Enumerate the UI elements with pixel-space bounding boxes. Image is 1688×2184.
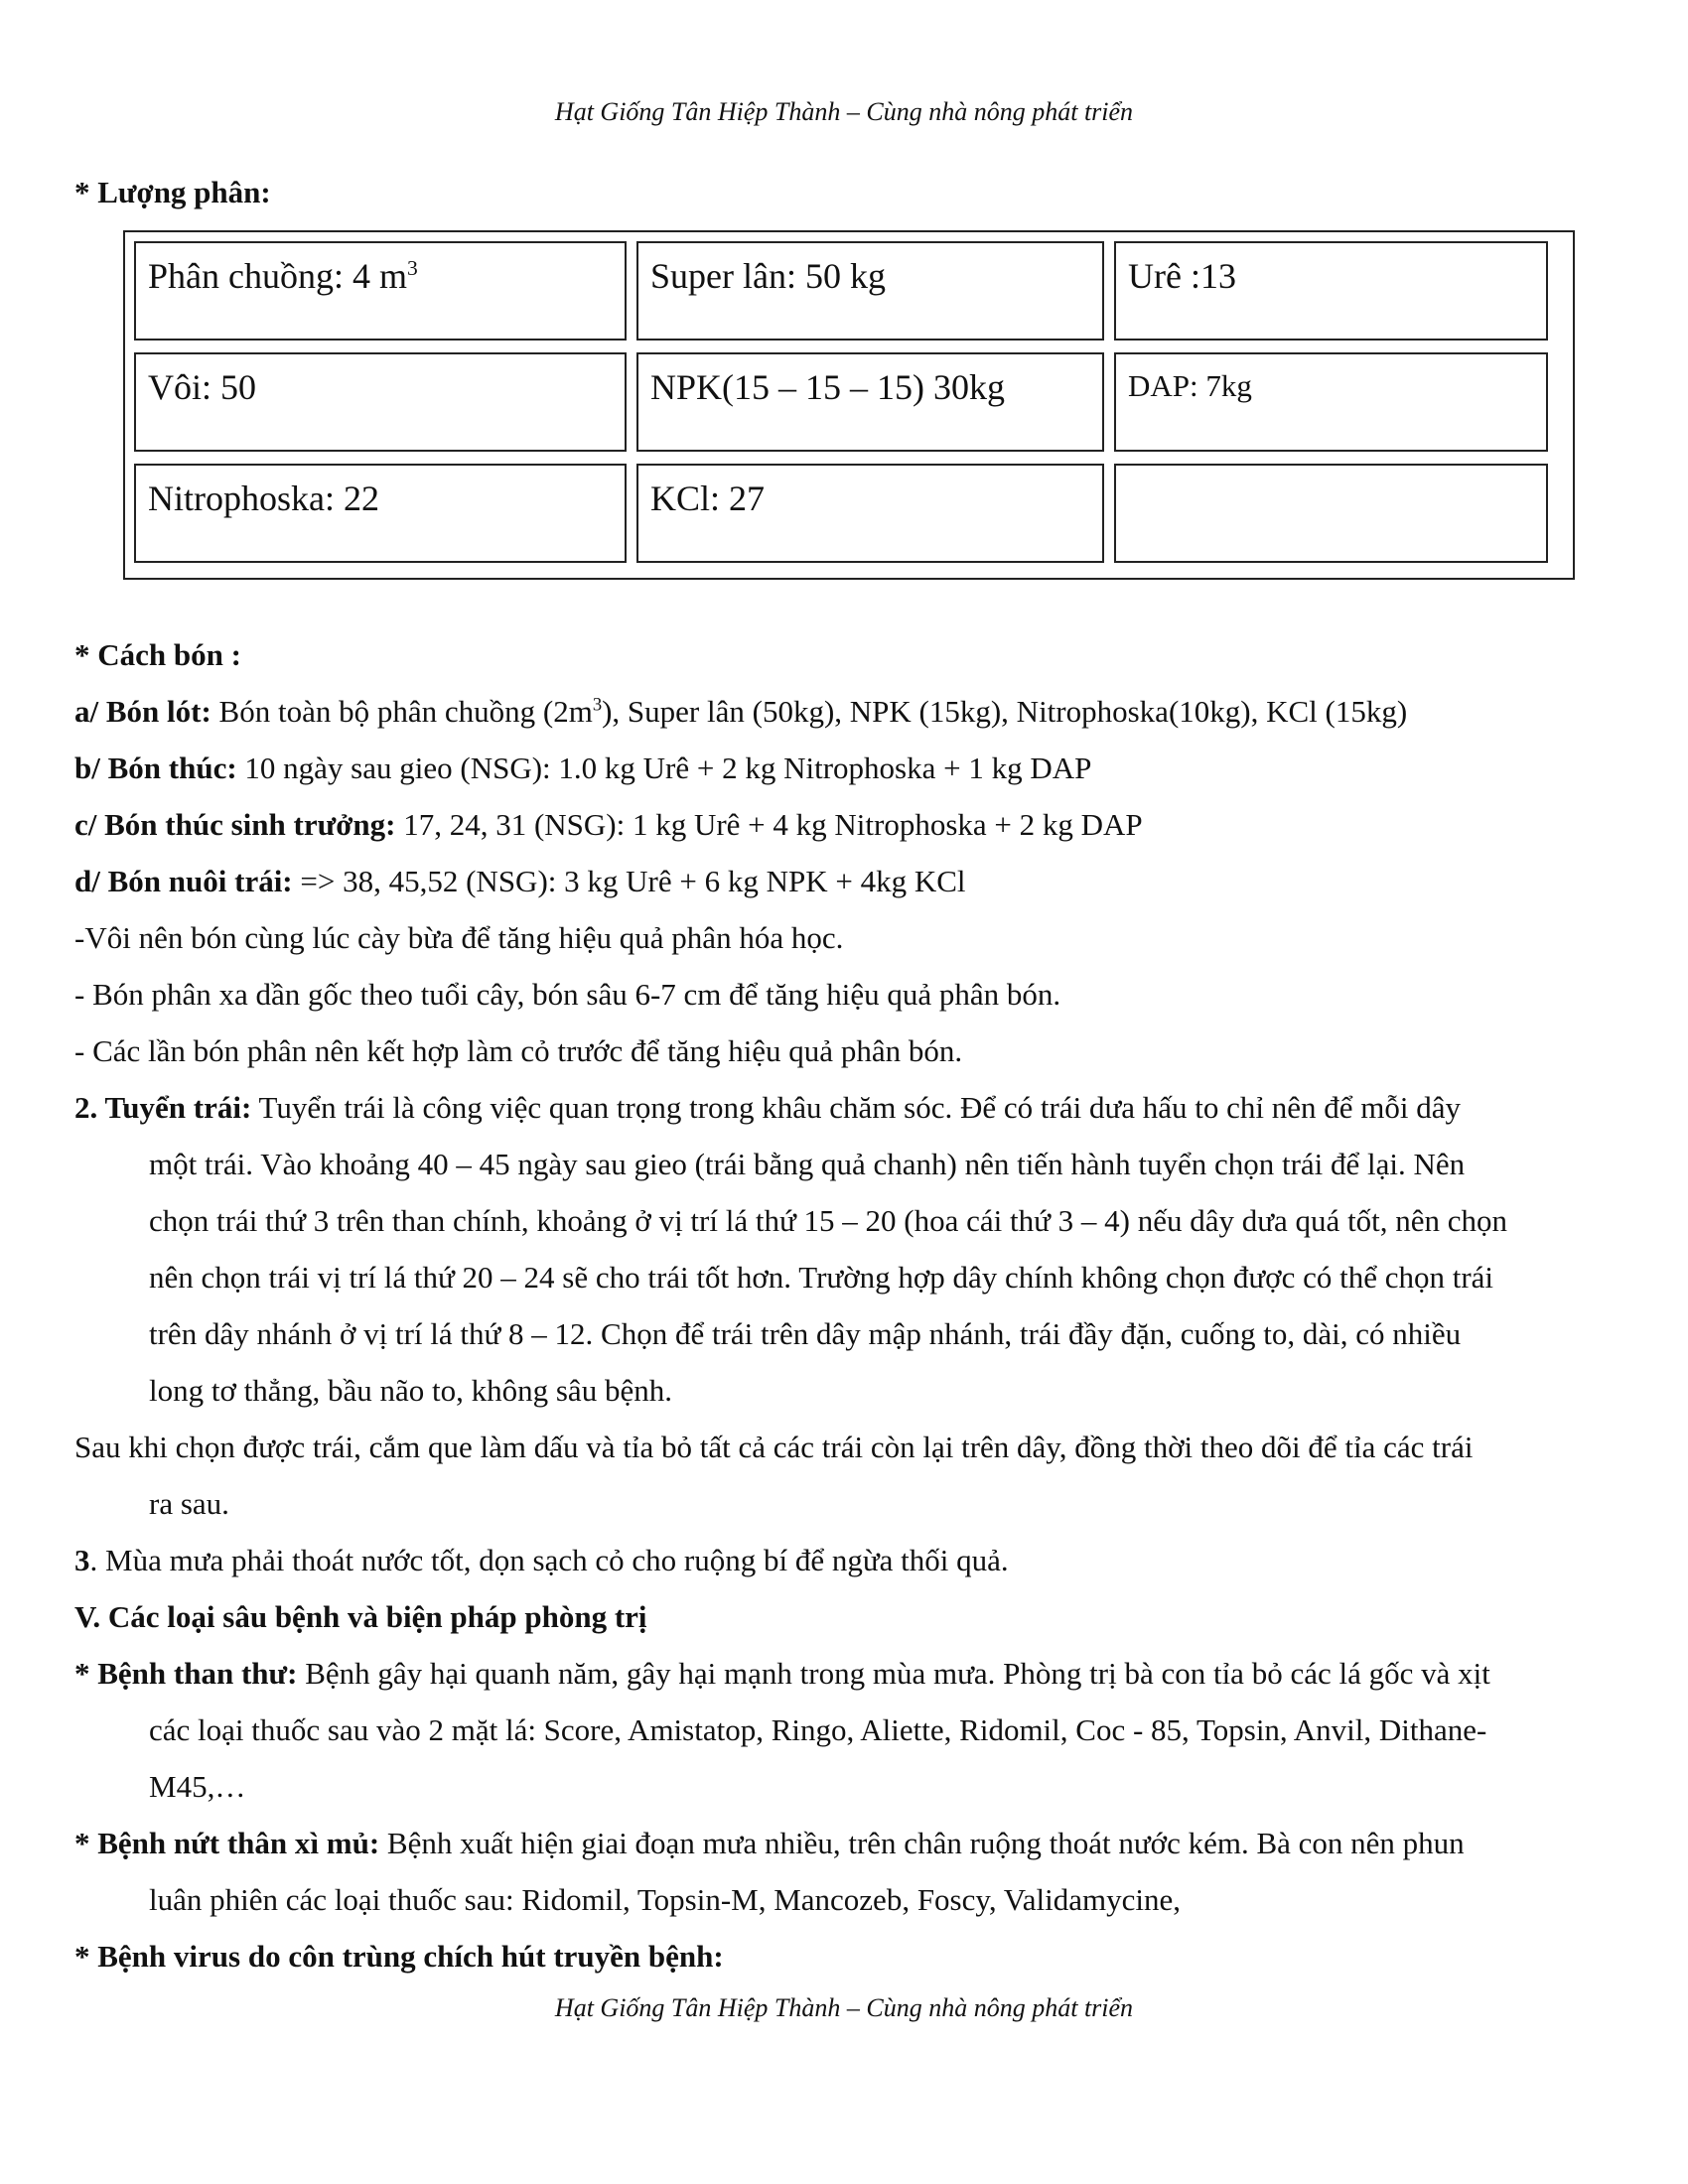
table-cell: Urê :13 bbox=[1114, 241, 1548, 341]
fruit-selection-line: chọn trái thứ 3 trên than chính, khoảng ở vị trí lá thứ 15 – 20 (hoa cái thứ 3 – 4) nếu dây dưa quá tốt, nên chọn bbox=[149, 1203, 1508, 1238]
pests-heading: V. Các loại sâu bệnh và biện pháp phòng trị bbox=[74, 1599, 647, 1634]
table-cell: Super lân: 50 kg bbox=[636, 241, 1104, 341]
page-header: Hạt Giống Tân Hiệp Thành – Cùng nhà nông phát triển bbox=[554, 97, 1134, 126]
fruit-selection-line: 2. Tuyển trái: Tuyển trái là công việc quan trọng trong khâu chăm sóc. Để có trái dưa hấu to chỉ nên để mỗi dây bbox=[74, 1090, 1462, 1125]
base-fertilizer-line: a/ Bón lót: Bón toàn bộ phân chuồng $(2m^3)$, Super lân (50kg), NPK (15kg), Nitrophoska(10kg), KCl (15kg) bbox=[74, 694, 1408, 729]
stem-crack-line: * Bệnh nứt thân xì mủ: Bệnh xuất hiện giai đoạn mưa nhiều, trên chân ruộng thoát nước kém. Bà con nên phun bbox=[74, 1826, 1465, 1860]
fruit-selection-line: nên chọn trái vị trí lá thứ 20 – 24 sẽ cho trái tốt hơn. Trường hợp dây chính không chọn được có thể chọn trái bbox=[149, 1260, 1494, 1295]
after-selection-line: Sau khi chọn được trái, cắm que làm dấu và tỉa bỏ tất cả các trái còn lại trên dây, đồng thời theo dõi để tỉa các trái bbox=[74, 1430, 1474, 1464]
note-line: - Các lần bón phân nên kết hợp làm cỏ trước để tăng hiệu quả phân bón. bbox=[74, 1033, 963, 1068]
growth-topdress-line: c/ Bón thúc sinh trưởng: 17, 24, 31 (NSG): 1 kg Urê + 4 kg Nitrophoska + 2 kg DAP bbox=[74, 807, 1143, 842]
fruit-selection-line: một trái. Vào khoảng 40 – 45 ngày sau gieo (trái bằng quả chanh) nên tiến hành tuyển chọn trái để lại. Nên bbox=[149, 1147, 1466, 1181]
stem-crack-line: luân phiên các loại thuốc sau: Ridomil, Topsin-M, Mancozeb, Foscy, Validamycine, bbox=[149, 1882, 1181, 1917]
anthracnose-line: M45,… bbox=[149, 1769, 246, 1804]
fruit-selection-line: trên dây nhánh ở vị trí lá thứ 8 – 12. Chọn để trái trên dây mập nhánh, trái đầy đặn, cuống to, dài, có nhiều bbox=[149, 1316, 1462, 1351]
page-footer: Hạt Giống Tân Hiệp Thành – Cùng nhà nông phát triển bbox=[554, 1993, 1134, 2022]
virus-line: * Bệnh virus do côn trùng chích hút truyền bệnh: bbox=[74, 1939, 724, 1974]
after-selection-line: ra sau. bbox=[149, 1486, 229, 1521]
table-cell: DAP: 7kg bbox=[1114, 352, 1548, 452]
fruit-selection-line: long tơ thẳng, bầu não to, không sâu bệnh. bbox=[149, 1373, 672, 1408]
table-cell: NPK(15 – 15 – 15) 30kg bbox=[636, 352, 1104, 452]
note-line: -Vôi nên bón cùng lúc cày bừa để tăng hiệu quả phân hóa học. bbox=[74, 920, 844, 955]
anthracnose-line: * Bệnh than thư: Bệnh gây hại quanh năm, gây hại mạnh trong mùa mưa. Phòng trị bà con tỉa bỏ các lá gốc và xịt bbox=[74, 1656, 1490, 1691]
anthracnose-line: các loại thuốc sau vào 2 mặt lá: Score, Amistatop, Ringo, Aliette, Ridomil, Coc - 85, Topsin, Anvil, Dithane- bbox=[149, 1712, 1487, 1747]
topdress-line: b/ Bón thúc: 10 ngày sau gieo (NSG): 1.0 kg Urê + 2 kg Nitrophoska + 1 kg DAP bbox=[74, 751, 1092, 785]
note-line: - Bón phân xa dần gốc theo tuổi cây, bón sâu 6-7 cm để tăng hiệu quả phân bón. bbox=[74, 977, 1061, 1012]
fertilizer-table bbox=[123, 230, 1575, 580]
fruit-feeding-line: d/ Bón nuôi trái: => 38, 45,52 (NSG): 3 kg Urê + 6 kg NPK + 4kg KCl bbox=[74, 864, 966, 898]
table-cell: Phân chuồng: 4 $m^3$ bbox=[134, 241, 627, 341]
table-cell: KCl: 27 bbox=[636, 464, 1104, 563]
fertilizer-heading: * Lượng phân: bbox=[74, 175, 271, 209]
table-cell bbox=[1114, 464, 1548, 563]
item3-line: 3. Mùa mưa phải thoát nước tốt, dọn sạch cỏ cho ruộng bí để ngừa thối quả. bbox=[74, 1543, 1009, 1577]
application-heading: * Cách bón : bbox=[74, 637, 241, 672]
table-cell: Nitrophoska: 22 bbox=[134, 464, 627, 563]
table-cell: Vôi: 50 bbox=[134, 352, 627, 452]
